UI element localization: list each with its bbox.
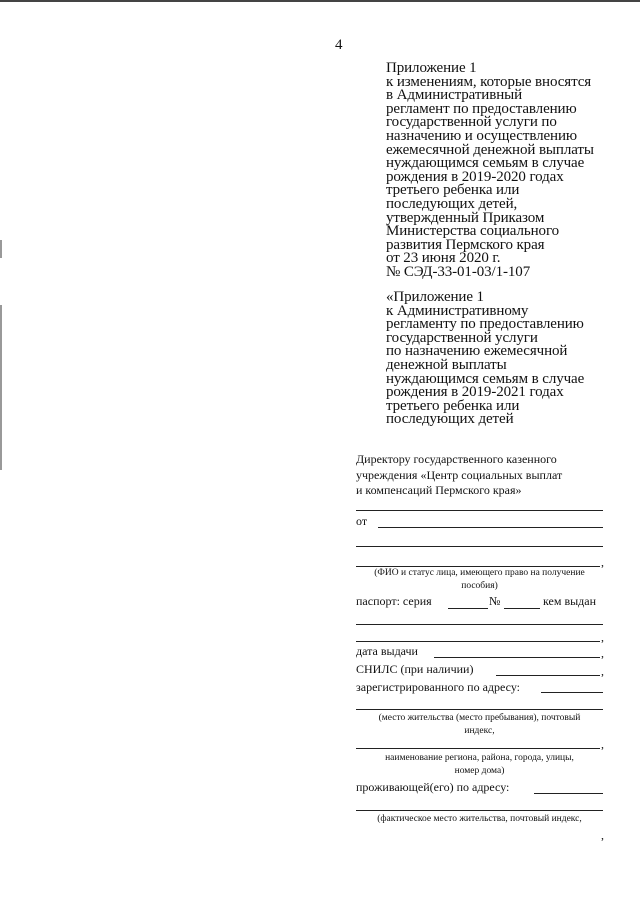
- comma: ,: [601, 737, 604, 751]
- passport-series-label: паспорт: серия: [356, 594, 432, 608]
- header-line: третьего ребенка или: [386, 182, 520, 199]
- header-line: Приложение 1: [386, 60, 477, 76]
- header-line: регламент по предоставлению: [386, 100, 577, 117]
- header-line: рождения в 2019-2021 годах: [386, 384, 564, 401]
- header-line: развития Пермского края: [386, 236, 545, 253]
- header-line: государственной услуги: [386, 329, 538, 346]
- region-field[interactable]: [356, 748, 600, 749]
- appendix-changes-header: [386, 62, 594, 280]
- header-line: в Административный: [386, 87, 523, 104]
- appendix-regulation-header: [386, 291, 584, 427]
- header-line: регламенту по предоставлению: [386, 316, 584, 333]
- comma: ,: [601, 555, 604, 569]
- fio-hint-line: (ФИО и статус лица, имеющего право на получение: [374, 568, 585, 578]
- scan-margin-mark: [0, 305, 2, 470]
- registered-address-label: зарегистрированного по адресу:: [356, 680, 520, 694]
- comma: ,: [601, 630, 604, 644]
- issue-date-field[interactable]: [434, 657, 600, 658]
- passport-series-field[interactable]: [448, 608, 488, 609]
- addressee-line: Директору государственного казенного: [356, 452, 557, 466]
- registered-address-field-continuation[interactable]: [356, 709, 603, 710]
- registered-address-field[interactable]: [541, 692, 603, 693]
- living-address-field-continuation[interactable]: [356, 810, 603, 811]
- region-hint-line: номер дома): [454, 766, 505, 776]
- issued-by-field[interactable]: [356, 624, 603, 625]
- header-line: Министерства социального: [386, 223, 560, 240]
- issued-by-field-continuation[interactable]: [356, 641, 600, 642]
- header-line: к Административному: [386, 302, 529, 319]
- header-line: назначению и осуществлению: [386, 127, 578, 144]
- header-line: утвержденный Приказом: [386, 209, 545, 226]
- header-line: ежемесячной денежной выплаты: [386, 141, 594, 158]
- from-label: от: [356, 514, 368, 528]
- passport-number-field[interactable]: [504, 608, 540, 609]
- header-line: нуждающимся семьям в случае: [386, 155, 585, 172]
- passport-number-label: №: [489, 594, 501, 608]
- residence-hint: [356, 712, 603, 738]
- from-field-continuation[interactable]: [356, 546, 603, 547]
- from-field[interactable]: [378, 527, 603, 528]
- comma: ,: [601, 646, 604, 660]
- header-line: нуждающимся семьям в случае: [386, 370, 585, 387]
- header-line: рождения в 2019-2020 годах: [386, 168, 564, 185]
- header-line: к изменениям, которые вносятся: [386, 73, 592, 90]
- header-line: от 23 июня 2020 г.: [386, 250, 501, 267]
- region-hint: [356, 752, 603, 778]
- blank-line: [356, 510, 603, 511]
- issue-date-label: дата выдачи: [356, 644, 418, 658]
- fio-hint: [356, 567, 603, 593]
- header-line: третьего ребенка или: [386, 397, 520, 414]
- living-address-label: проживающей(его) по адресу:: [356, 780, 510, 794]
- header-line: последующих детей: [386, 411, 514, 428]
- region-hint-line: наименование региона, района, города, улицы,: [385, 753, 574, 763]
- header-line: государственной услуги по: [386, 114, 557, 131]
- actual-address-hint: (фактическое место жительства, почтовый индекс,: [377, 814, 582, 824]
- addressee-line: и компенсаций Пермского края»: [356, 483, 522, 497]
- living-address-field[interactable]: [534, 793, 603, 794]
- comma: ,: [601, 828, 604, 842]
- addressee-block: [356, 452, 562, 499]
- issued-by-label: кем выдан: [543, 594, 597, 608]
- fio-hint-line: пособия): [461, 581, 498, 591]
- residence-hint-line: индекс,: [464, 726, 495, 736]
- scan-margin-mark: [0, 240, 2, 258]
- scan-top-border: [0, 0, 640, 2]
- header-line: «Приложение 1: [386, 289, 484, 305]
- snils-label: СНИЛС (при наличии): [356, 662, 474, 676]
- snils-field[interactable]: [496, 675, 600, 676]
- residence-hint-line: (место жительства (место пребывания), почтовый: [378, 713, 581, 723]
- header-line: денежной выплаты: [386, 356, 507, 373]
- addressee-line: учреждения «Центр социальных выплат: [356, 467, 563, 482]
- header-line: последующих детей,: [386, 195, 518, 212]
- page-number: 4: [335, 37, 343, 53]
- header-line: по назначению ежемесячной: [386, 343, 568, 360]
- comma: ,: [601, 664, 604, 678]
- header-line: № СЭД-33-01-03/1-107: [386, 263, 531, 280]
